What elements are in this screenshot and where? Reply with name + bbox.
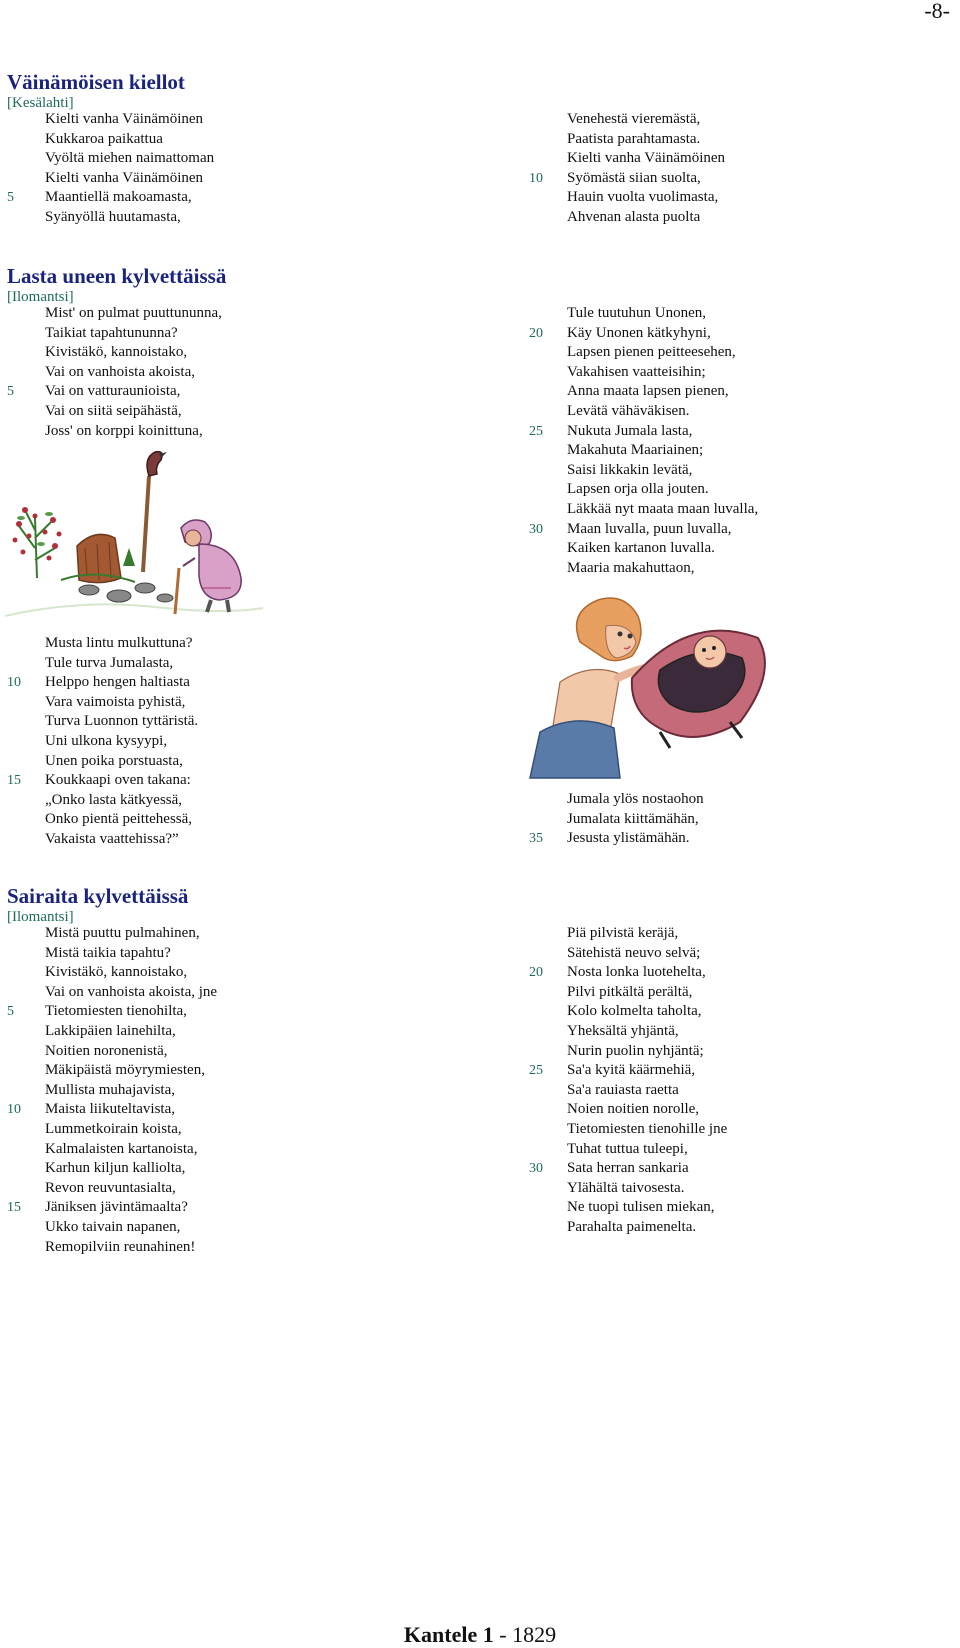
poem-line xyxy=(529,1120,929,1140)
poem-line xyxy=(529,402,929,422)
poem-line xyxy=(7,654,407,674)
line-text: Vara vaimoista pyhistä, xyxy=(45,693,186,710)
line-text: Joss' on korppi koinittuna, xyxy=(45,422,203,439)
poem-line xyxy=(7,1120,407,1140)
poem-line xyxy=(7,188,407,208)
line-number: 10 xyxy=(7,675,21,691)
line-text: Tule tuutuhun Unonen, xyxy=(567,305,707,321)
line-text: Mullista muhajavista, xyxy=(45,1081,175,1098)
footer-year: - 1829 xyxy=(493,1622,557,1647)
stanza-1-right xyxy=(529,110,929,228)
poem-line xyxy=(7,830,407,850)
poem-line xyxy=(529,130,929,150)
line-number: 30 xyxy=(529,521,543,537)
poem-line xyxy=(7,1081,407,1101)
line-text: Taikiat tapahtununna? xyxy=(45,324,178,341)
poem-line xyxy=(529,1218,929,1238)
poem-line xyxy=(529,363,929,383)
line-text: Koukkaapi oven takana: xyxy=(45,772,191,789)
poem-line xyxy=(7,1022,407,1042)
stanza-2-left-top xyxy=(7,304,407,441)
line-text: Läkkää nyt maata maan luvalla, xyxy=(567,500,759,517)
poem-line xyxy=(529,1002,929,1022)
poem-line xyxy=(7,924,407,944)
poem-line xyxy=(7,130,407,150)
line-number: 15 xyxy=(7,773,21,789)
poem-line xyxy=(529,810,929,830)
line-text: Paatista parahtamasta. xyxy=(567,130,701,147)
line-number: 5 xyxy=(7,1004,14,1020)
cradle-with-baby xyxy=(632,631,765,748)
line-text: Yheksältä yhjäntä, xyxy=(567,1022,679,1039)
line-text: Unen poika porstuasta, xyxy=(45,752,183,769)
line-text: Ukko taivain napanen, xyxy=(45,1218,181,1235)
line-text: Vakahisen vaatteisihin; xyxy=(567,363,706,380)
line-text: Kalmalaisten kartanoista, xyxy=(45,1140,198,1157)
poem-line xyxy=(529,1100,929,1120)
line-text: Levätä vähäväkisen. xyxy=(567,402,690,419)
stanza-3-right xyxy=(529,924,929,1238)
poem-line xyxy=(7,1002,407,1022)
line-text: Kielti vanha Väinämöinen xyxy=(45,169,204,186)
raven-on-pole xyxy=(143,452,167,572)
poem-line xyxy=(529,559,929,579)
poem-line xyxy=(529,1198,929,1218)
line-number: 35 xyxy=(529,831,543,847)
poem-line xyxy=(529,422,929,442)
footer-title: Kantele 1 xyxy=(403,1622,494,1647)
line-text: Remopilviin reunahinen! xyxy=(45,1238,196,1255)
poem-line xyxy=(7,963,407,983)
poem-line xyxy=(7,1179,407,1199)
poem-line xyxy=(7,983,407,1003)
line-text: Tuhat tuttua tuleepi, xyxy=(567,1140,688,1157)
poem-line xyxy=(529,1081,929,1101)
line-text: Maan luvalla, puun luvalla, xyxy=(567,520,732,537)
line-text: Ylähältä taivosesta. xyxy=(567,1179,685,1196)
poem-line xyxy=(529,324,929,344)
line-text: Nurin puolin nyhjäntä; xyxy=(567,1042,704,1059)
line-text: Parahalta paimenelta. xyxy=(567,1218,697,1235)
line-text: Kielti vanha Väinämöinen xyxy=(567,150,726,167)
line-text: Maantiellä makoamasta, xyxy=(45,189,192,206)
poem-line xyxy=(7,693,407,713)
line-text: Nukuta Jumala lasta, xyxy=(567,422,693,439)
line-text: Pilvi pitkältä perältä, xyxy=(567,983,693,1000)
line-text: Uni ulkona kysyypi, xyxy=(45,732,168,749)
poem-line xyxy=(529,149,929,169)
poem-line xyxy=(7,1218,407,1238)
line-text: Vai on vatturaunioista, xyxy=(45,383,181,400)
line-text: Vai on siitä seipähästä, xyxy=(45,402,182,419)
line-text: Makahuta Maariainen; xyxy=(567,442,704,459)
poem-line xyxy=(529,1140,929,1160)
poem-line xyxy=(529,343,929,363)
line-text: Ahvenan alasta puolta xyxy=(567,208,701,225)
line-text: Mistä taikia tapahtu? xyxy=(45,944,171,961)
poem-line xyxy=(7,149,407,169)
line-number: 20 xyxy=(529,965,543,981)
line-text: Tule turva Jumalasta, xyxy=(45,654,174,671)
line-text: Jäniksen jävintämaalta? xyxy=(45,1199,188,1216)
line-number: 5 xyxy=(7,384,14,400)
line-text: „Onko lasta kätkyessä, xyxy=(45,791,183,808)
poem-line xyxy=(7,944,407,964)
poem-line xyxy=(7,1238,407,1258)
stanza-2-right-bottom xyxy=(529,790,929,849)
poem-line xyxy=(7,110,407,130)
poem-line xyxy=(529,208,929,228)
section-title-sairaita: Sairaita kylvettäissä xyxy=(7,884,189,908)
stanza-1-left xyxy=(7,110,407,228)
region-label-ilomantsi-1: [Ilomantsi] xyxy=(7,289,74,305)
poem-line xyxy=(7,810,407,830)
line-text: Saisi likkakin levätä, xyxy=(567,461,693,478)
line-text: Kielti vanha Väinämöinen xyxy=(45,111,204,127)
section-title-lasta-uneen: Lasta uneen kylvettäissä xyxy=(7,264,227,288)
line-text: Venehestä vieremästä, xyxy=(567,111,701,127)
line-text: Hauin vuolta vuolimasta, xyxy=(567,189,719,206)
line-text: Mäkipäistä möyrymiesten, xyxy=(45,1062,205,1079)
line-text: Jumalata kiittämähän, xyxy=(567,810,699,827)
poem-line xyxy=(7,752,407,772)
line-text: Musta lintu mulkuttuna? xyxy=(45,635,193,651)
line-text: Maaria makahuttaon, xyxy=(567,559,695,576)
page-number: -8- xyxy=(924,0,950,23)
witch-figure xyxy=(175,520,241,614)
line-text: Turva Luonnon tyttäristä. xyxy=(45,713,199,730)
line-text: Revon reuvuntasialta, xyxy=(45,1179,176,1196)
line-number: 25 xyxy=(529,1063,543,1079)
line-text: Noitien noronenistä, xyxy=(45,1042,168,1059)
line-text: Jumala ylös nostaohon xyxy=(567,791,704,807)
line-text: Kivistäkö, kannoistako, xyxy=(45,344,188,361)
line-text: Sätehistä neuvo selvä; xyxy=(567,944,701,961)
line-text: Mistä puuttu pulmahinen, xyxy=(45,925,200,941)
line-number: 10 xyxy=(529,170,543,186)
poem-line xyxy=(529,1022,929,1042)
line-text: Karhun kiljun kalliolta, xyxy=(45,1160,186,1177)
poem-line xyxy=(7,1198,407,1218)
poem-line xyxy=(7,1159,407,1179)
line-text: Kolo kolmelta taholta, xyxy=(567,1003,702,1020)
witch-and-raven-drawing xyxy=(5,448,265,626)
poem-line xyxy=(529,110,929,130)
line-text: Vai on vanhoista akoista, xyxy=(45,363,195,380)
line-text: Tietomiesten tienohilta, xyxy=(45,1003,187,1020)
poem-line xyxy=(529,500,929,520)
region-label-ilomantsi-2: [Ilomantsi] xyxy=(7,909,74,925)
poem-line xyxy=(7,1140,407,1160)
line-number: 10 xyxy=(7,1102,21,1118)
line-text: Onko pientä peittehessä, xyxy=(45,811,193,828)
line-text: Vyöltä miehen naimattoman xyxy=(45,150,215,167)
line-text: Nosta lonka luotehelta, xyxy=(567,964,706,981)
poem-line xyxy=(7,1100,407,1120)
poem-line xyxy=(7,324,407,344)
poem-line xyxy=(7,422,407,442)
poem-line xyxy=(7,382,407,402)
line-text: Käy Unonen kätkyhyni, xyxy=(567,324,711,341)
poem-line xyxy=(529,1159,929,1179)
poem-line xyxy=(529,382,929,402)
line-text: Lapsen pienen peitteesehen, xyxy=(567,344,736,361)
line-text: Maista liikuteltavista, xyxy=(45,1101,175,1118)
line-text: Anna maata lapsen pienen, xyxy=(567,383,729,400)
line-text: Tietomiesten tienohille jne xyxy=(567,1120,728,1137)
line-text: Kukkaroa paikattua xyxy=(45,130,163,147)
stanza-3-left xyxy=(7,924,407,1257)
line-number: 25 xyxy=(529,423,543,439)
poem-line xyxy=(529,520,929,540)
poem-line xyxy=(529,983,929,1003)
poem-line xyxy=(529,188,929,208)
section-title-vainamoisen-kiellot: Väinämöisen kiellot xyxy=(7,70,185,94)
line-text: Sata herran sankaria xyxy=(567,1160,689,1177)
poem-line xyxy=(7,732,407,752)
poem-line xyxy=(7,771,407,791)
line-text: Piä pilvistä keräjä, xyxy=(567,925,679,941)
stanza-2-right-top xyxy=(529,304,929,578)
poem-line xyxy=(7,1042,407,1062)
line-number: 20 xyxy=(529,325,543,341)
poem-line xyxy=(7,304,407,324)
line-text: Mist' on pulmat puuttununna, xyxy=(45,305,222,321)
line-text: Lakkipäien lainehilta, xyxy=(45,1022,176,1039)
line-text: Syömästä siian suolta, xyxy=(567,169,701,186)
line-number: 30 xyxy=(529,1161,543,1177)
poem-line xyxy=(529,963,929,983)
line-text: Lapsen orja olla jouten. xyxy=(567,481,709,498)
poem-line xyxy=(7,634,407,654)
line-text: Syänyöllä huutamasta, xyxy=(45,208,181,225)
line-text: Sa'a kyitä käärmehiä, xyxy=(567,1062,696,1079)
poem-line xyxy=(7,363,407,383)
line-text: Kaiken kartanon luvalla. xyxy=(567,540,715,557)
tree-stump xyxy=(61,534,135,582)
poem-line xyxy=(529,790,929,810)
stones xyxy=(79,583,173,602)
poem-line xyxy=(7,1061,407,1081)
line-number: 15 xyxy=(7,1200,21,1216)
poem-line xyxy=(529,480,929,500)
poem-line xyxy=(529,1179,929,1199)
poem-line xyxy=(7,169,407,189)
poem-line xyxy=(529,169,929,189)
line-text: Vai on vanhoista akoista, jne xyxy=(45,983,218,1000)
stanza-2-left-bottom xyxy=(7,634,407,850)
line-text: Kivistäkö, kannoistako, xyxy=(45,964,188,981)
poem-line xyxy=(7,208,407,228)
poem-line xyxy=(529,461,929,481)
girl-with-cradle-drawing xyxy=(520,582,780,780)
berry-bush xyxy=(13,507,62,578)
poem-line xyxy=(7,673,407,693)
poem-line xyxy=(529,924,929,944)
line-text: Sa'a rauiasta raetta xyxy=(567,1081,679,1098)
region-label-kesalahti: [Kesälahti] xyxy=(7,95,74,111)
line-number: 5 xyxy=(7,190,14,206)
footer xyxy=(0,1622,960,1648)
line-text: Ne tuopi tulisen miekan, xyxy=(567,1199,715,1216)
poem-line xyxy=(7,343,407,363)
poem-line xyxy=(529,944,929,964)
line-text: Helppo hengen haltiasta xyxy=(45,674,190,691)
line-text: Vakaista vaattehissa?” xyxy=(45,830,179,847)
poem-line xyxy=(529,1061,929,1081)
poem-line xyxy=(7,791,407,811)
poem-line xyxy=(529,441,929,461)
poem-line xyxy=(529,1042,929,1062)
poem-line xyxy=(7,402,407,422)
poem-line xyxy=(7,712,407,732)
line-text: Jesusta ylistämähän. xyxy=(567,830,690,847)
poem-line xyxy=(529,304,929,324)
poem-line xyxy=(529,539,929,559)
line-text: Noien noitien norolle, xyxy=(567,1101,700,1118)
line-text: Lummetkoirain koista, xyxy=(45,1120,182,1137)
poem-line xyxy=(529,829,929,849)
